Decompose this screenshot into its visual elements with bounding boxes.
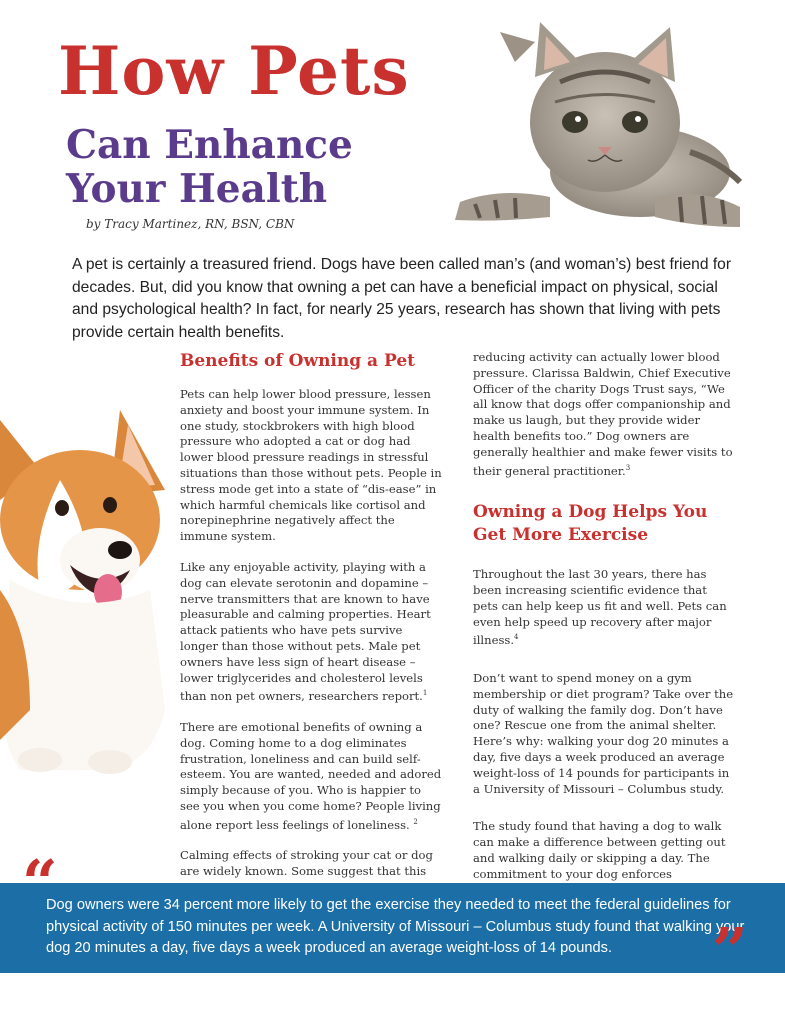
title-line-2: Can Enhance <box>66 122 353 168</box>
corgi-photo <box>0 410 170 780</box>
close-quote-icon: ” <box>712 914 748 987</box>
column-2 <box>473 350 735 913</box>
body-paragraph: reducing activity can actually lower blood pressure. Clarissa Baldwin, Chief Executive Officer of the charity Dogs Trust says, “We all know that dogs offer companionship and make us laugh, but they provide wider health benefits too.” Dog owners are generally healthier and make fewer visits to their general practitioner.$^3$ <box>473 350 733 478</box>
title-line-2-3 <box>66 123 353 211</box>
byline: by Tracy Martinez, RN, BSN, CBN <box>86 217 295 231</box>
body-paragraph: Throughout the last 30 years, there has been increasing scientific evidence that pets can help keep us fit and well. Pets can even help speed up recovery after major illness.$^4$ <box>473 567 727 648</box>
body-paragraph: Like any enjoyable activity, playing with a dog can elevate serotonin and dopamine – nerve transmitters that are known to have pleasurable and calming properties. Heart attack patients who have pets survive longer than those without pets. Male pet owners have less sign of heart disease – lower triglycerides and cholesterol levels than non pet owners, researchers report.$^1$ <box>180 559 431 704</box>
section-heading-exercise: Owning a Dog Helps You Get More Exercise <box>473 502 708 546</box>
section-heading-benefits: Benefits of Owning a Pet <box>180 351 415 371</box>
title-line-3: Your Health <box>66 166 328 212</box>
body-paragraph: There are emotional benefits of owning a dog. Coming home to a dog eliminates frustration, loneliness and can build self-esteem. You are wanted, needed and adored simply because of you. Who is happier to see you when you come home? People living alone report less feelings of loneliness. $^2$ <box>180 720 442 832</box>
open-quote-icon: “ <box>22 846 58 919</box>
footnote-ref: 3 <box>625 463 631 472</box>
footnote-ref: 2 <box>413 817 418 826</box>
body-paragraph: Pets can help lower blood pressure, lessen anxiety and boost your immune system. In one study, stockbrokers with high blood pressure who adopted a cat or dog had lower blood pressure readings in stressful situations than those without pets. People in stress mode get into a state of “dis-ease” in which harmful chemicals like cortisol and norepinephrine negatively affect the immune system. <box>180 387 442 544</box>
intro-paragraph: A pet is certainly a treasured friend. Dogs have been called man’s (and woman’s) best friend for decades. But, did you know that owning a pet can have a beneficial impact on physical, social and psychological health? In fact, for nearly 25 years, research has shown that living with pets provide certain health benefits. <box>72 256 732 341</box>
body-paragraph: Don’t want to spend money on a gym membership or diet program? Take over the duty of walking the family dog. Don’t have one? Rescue one from the animal shelter. Here’s why: walking your dog 20 minutes a day, five days a week produced an average weight-loss of 14 pounds for participants in a University of Missouri – Columbus study. <box>473 671 734 796</box>
column-1 <box>180 350 442 911</box>
kitten-photo <box>440 22 745 237</box>
title-line-1: How Pets <box>58 32 410 110</box>
body-paragraph: Calming effects of stroking your cat or dog are widely known. Some suggest that this <box>180 848 433 879</box>
footnote-ref: 4 <box>514 633 519 642</box>
pullquote-text: Dog owners were 34 percent more likely to get the exercise they needed to meet the federal guidelines for physical activity of 150 minutes per week. A University of Missouri – Columbus study found that walking your dog 20 minutes a day, five days a week produced an average weight-loss of 14 pounds. <box>46 897 745 956</box>
body-paragraph: The study found that having a dog to walk can make a difference between getting out and walking daily or skipping a day. The commitment to your dog enforces <box>473 819 726 881</box>
footnote-ref: 1 <box>422 689 428 698</box>
